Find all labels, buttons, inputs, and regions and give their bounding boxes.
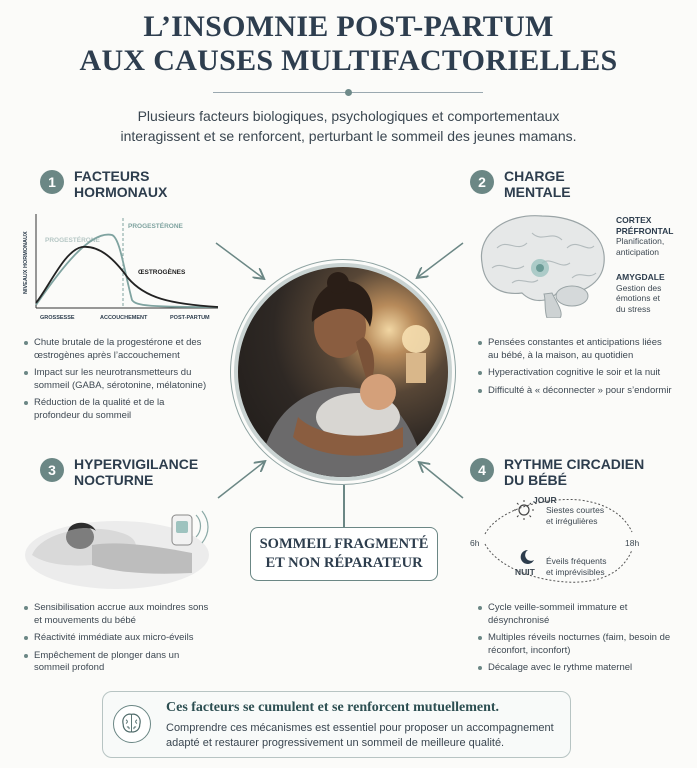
list-item: Décalage avec le rythme maternel	[478, 662, 673, 675]
circadian-night-text	[546, 556, 606, 577]
brain-label-cortex-text-2: anticipation	[616, 246, 660, 257]
arrow-section-3	[218, 462, 264, 498]
section-1-title-line-1: FACTEURS	[74, 168, 150, 184]
circadian-right-time: 18h	[625, 538, 640, 548]
list-item: Cycle veille-sommeil immature et désynchronisé	[478, 602, 673, 627]
summary-title: Ces facteurs se cumulent et se renforcent mutuellement.	[166, 700, 500, 715]
result-line-2: ET NON RÉPARATEUR	[265, 555, 423, 571]
brain-label-cortex-text-1: Planification,	[616, 236, 665, 246]
circadian-day-text-2: et irrégulières	[546, 515, 598, 526]
brain-label-amygdale-title: AMYGDALE	[616, 272, 665, 282]
list-item: Sensibilisation accrue aux moindres sons et mouvements du bébé	[24, 602, 209, 627]
list-item: Multiples réveils nocturnes (faim, besoin de réconfort, inconfort)	[478, 632, 673, 657]
list-item: Chute brutale de la progestérone et des œstrogènes après l’accouchement	[24, 337, 209, 362]
mother-baby-photo	[234, 263, 452, 481]
section-2-title	[504, 168, 571, 200]
section-2-header	[470, 168, 571, 200]
section-3-title-line-2: NOCTURNE	[74, 472, 154, 488]
chart-tick-accouchement: ACCOUCHEMENT	[100, 315, 148, 321]
section-1-title-line-2: HORMONAUX	[74, 184, 168, 200]
subtitle: Plusieurs facteurs biologiques, psychologiques et comportementaux interagissent et se renforcent, perturbant le sommeil des jeunes mamans.	[120, 108, 577, 144]
list-item: Empêchement de plonger dans un sommeil profond	[24, 650, 209, 675]
summary-text: Comprendre ces mécanismes est essentiel pour proposer un accompagnement adapté et restaurer progressivement un sommeil de meilleure qualité.	[166, 722, 554, 749]
section-1-header	[40, 168, 167, 200]
section-4-number: 4	[470, 458, 494, 482]
section-2-title-line-2: MENTALE	[504, 184, 571, 200]
section-1-bullets	[24, 337, 209, 427]
section-3-bullets	[24, 602, 209, 680]
summary-box	[102, 691, 571, 758]
arrow-section-4	[420, 463, 463, 498]
circadian-day-text	[546, 505, 604, 526]
title-line-1: L’INSOMNIE POST-PARTUM	[143, 10, 554, 43]
hormone-chart	[20, 210, 220, 322]
moon-icon	[521, 550, 534, 564]
brain-label-amygdale-text-2: émotions et	[616, 293, 660, 303]
section-2-bullets	[478, 337, 673, 402]
result-line-1: SOMMEIL FRAGMENTÉ	[259, 536, 429, 552]
brain-illustration	[472, 208, 612, 318]
circadian-day-text-1: Siestes courtes	[546, 505, 605, 515]
section-4-bullets	[478, 602, 673, 680]
title-line-2: AUX CAUSES MULTIFACTORIELLES	[79, 44, 618, 77]
section-1-number: 1	[40, 170, 64, 194]
section-2-number: 2	[470, 170, 494, 194]
list-item: Pensées constantes et anticipations liées au bébé, à la maison, au quotidien	[478, 337, 673, 362]
section-1-title	[74, 168, 167, 200]
brain-label-cortex-title-2: PRÉFRONTAL	[616, 225, 674, 236]
section-3-title-line-1: HYPERVIGILANCE	[74, 456, 199, 472]
brain-label-cortex	[616, 215, 696, 257]
chart-series-label-progesterone: PROGESTÉRONE	[128, 223, 183, 230]
section-4-title-line-2: DU BÉBÉ	[504, 472, 568, 488]
section-3-number: 3	[40, 458, 64, 482]
section-4-title	[504, 456, 644, 488]
chart-watermark-label: PROGESTÉRONE	[45, 237, 100, 244]
brain-label-amygdale-text-1: Gestion des	[616, 282, 662, 293]
chart-tick-grossesse: GROSSESSE	[40, 315, 75, 321]
list-item: Réactivité immédiate aux micro-éveils	[24, 632, 209, 645]
sleeping-mother-illustration	[22, 493, 212, 593]
list-item: Hyperactivation cognitive le soir et la nuit	[478, 367, 673, 380]
brain-label-amygdale-text-3: du stress	[616, 303, 651, 314]
chart-tick-postpartum: POST-PARTUM	[170, 315, 210, 321]
page-title	[0, 10, 697, 78]
section-4-header	[470, 456, 644, 488]
section-2-title-line-1: CHARGE	[504, 168, 565, 184]
circadian-left-time: 6h	[470, 538, 480, 548]
circadian-night-text-1: Éveils fréquents	[546, 556, 607, 566]
section-3-header	[40, 456, 198, 488]
section-3-title	[74, 456, 198, 488]
result-box	[250, 527, 438, 581]
brain-icon	[113, 705, 151, 743]
chart-series-oestrogenes	[36, 247, 218, 307]
list-item: Difficulté à « déconnecter » pour s’endormir	[478, 385, 673, 398]
circadian-day-label: JOUR	[533, 495, 557, 505]
arrow-section-1	[216, 243, 263, 278]
title-divider-dot	[345, 89, 352, 96]
center-connector	[343, 485, 345, 527]
list-item: Réduction de la qualité et de la profondeur du sommeil	[24, 397, 209, 422]
circadian-night-label: NUIT	[515, 567, 535, 577]
section-4-title-line-1: RYTHME CIRCADIEN	[504, 456, 645, 472]
chart-series-label-oestrogenes: ŒSTROGÈNES	[138, 269, 186, 276]
brain-label-cortex-title: CORTEX	[616, 215, 652, 225]
arrow-section-2	[418, 243, 463, 277]
list-item: Impact sur les neurotransmetteurs du sommeil (GABA, sérotonine, mélatonine)	[24, 367, 209, 392]
circadian-night-text-2: et imprévisibles	[546, 566, 605, 577]
chart-series-progesterone	[36, 235, 218, 307]
brain-label-amygdale	[616, 272, 696, 314]
chart-ylabel: NIVEAUX HORMONAUX	[23, 231, 29, 294]
